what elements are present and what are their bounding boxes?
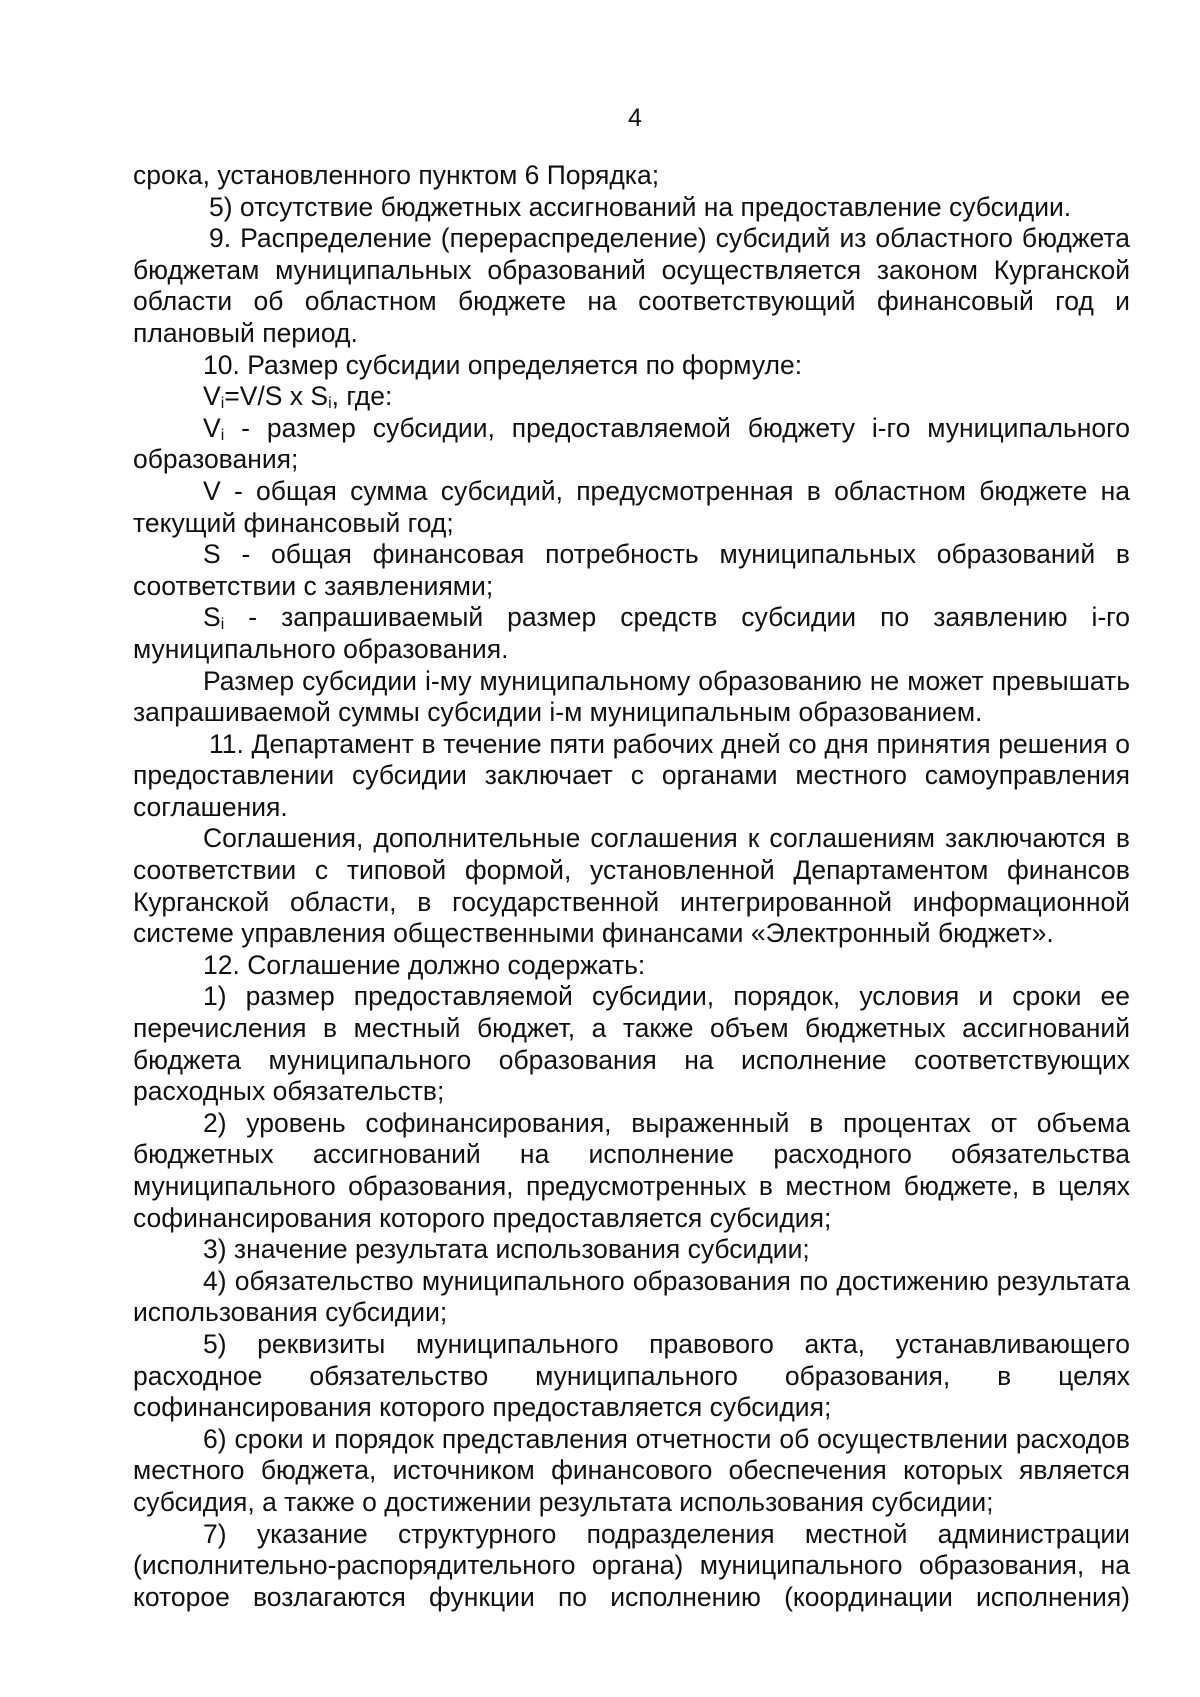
agreements-paragraph: Соглашения, дополнительные соглашения к соглашениям заключаются в соответствии с типовой формой, установленной Департаментом финансов Курганской области, в государственной интегрированной информационной системе управления общественными финансами «Электронный бюджет». [133, 823, 1130, 949]
agreement-item-2: 2) уровень софинансирования, выраженный в процентах от объема бюджетных ассигнований на исполнение расходного обязательства муниципального образования, предусмотренных в местном бюджете, в целях софинансирования которого предоставляется субсидия; [133, 1107, 1130, 1233]
clause-9: 9. Распределение (перераспределение) субсидий из областного бюджета бюджетам муниципальных образований осуществляется законом Курганской области об областном бюджете на соответствующий финансовый год и плановый период. [133, 223, 1130, 348]
clause-11: 11. Департамент в течение пяти рабочих дней со дня принятия решения о предоставлении субсидии заключает с органами местного самоуправления соглашения. [133, 728, 1130, 822]
clause-12: 12. Соглашение должно содержать: [203, 949, 646, 980]
formula-si-subscript: i [328, 395, 332, 413]
formula-tail: , где: [331, 381, 393, 412]
formula-vi-symbol: V [203, 381, 221, 412]
agreement-item-1: 1) размер предоставляемой субсидии, порядок, условия и сроки ее перечисления в местный бюджет, а также объем бюджетных ассигнований бюджета муниципального образования на исполнение соответствующих расходных обязательств; [133, 981, 1130, 1107]
formula-body: =V/S x S [224, 381, 329, 412]
document-body [133, 160, 1130, 1613]
definition-si-symbol: S [203, 602, 221, 633]
definition-si-subscript: i [220, 616, 225, 634]
definition-vi-symbol: V [203, 412, 221, 443]
list-item-5: 5) отсутствие бюджетных ассигнований на предоставление субсидии. [209, 191, 1072, 222]
clause-10: 10. Размер субсидии определяется по формуле: [203, 349, 803, 380]
subsidy-limit-paragraph: Размер субсидии i-му муниципальному образованию не может превышать запрашиваемой суммы субсидии i-м муниципальным образованием. [133, 665, 1130, 728]
paragraph-continuation: срока, установленного пунктом 6 Порядка; [133, 160, 660, 190]
definition-si [133, 602, 1130, 665]
definition-s: S - общая финансовая потребность муниципальных образований в соответствии с заявлениями; [133, 539, 1130, 601]
definition-vi-subscript: i [220, 426, 225, 444]
page-number: 4 [628, 104, 642, 132]
agreement-item-6: 6) сроки и порядок представления отчетности об осуществлении расходов местного бюджета, источником финансового обеспечения которых является субсидия, а также о достижении результата использования субсидии; [133, 1423, 1130, 1517]
formula-vi-subscript: i [220, 395, 225, 413]
definition-v: V - общая сумма субсидий, предусмотренная в областном бюджете на текущий финансовый год; [133, 475, 1130, 538]
agreement-item-7: 7) указание структурного подразделения местной администрации (исполнительно-распорядительного органа) муниципального образования, на которое возлагаются функции по исполнению (координации исполнения) [133, 1518, 1130, 1612]
agreement-item-4: 4) обязательство муниципального образования по достижению результата использования субсидии; [133, 1265, 1130, 1328]
definition-vi-text: - размер субсидии, предоставляемой бюджету i-го муниципального образования; [133, 412, 1130, 475]
formula [133, 381, 1130, 413]
agreement-item-5: 5) реквизиты муниципального правового акта, устанавливающего расходное обязательство муниципального образования, в целях софинансирования которого предоставляется субсидия; [133, 1328, 1130, 1423]
definition-vi [133, 413, 1130, 476]
agreement-item-3: 3) значение результата использования субсидии; [203, 1234, 810, 1265]
definition-si-text: - запрашиваемый размер средств субсидии по заявлению i-го муниципального образования. [133, 602, 1130, 664]
